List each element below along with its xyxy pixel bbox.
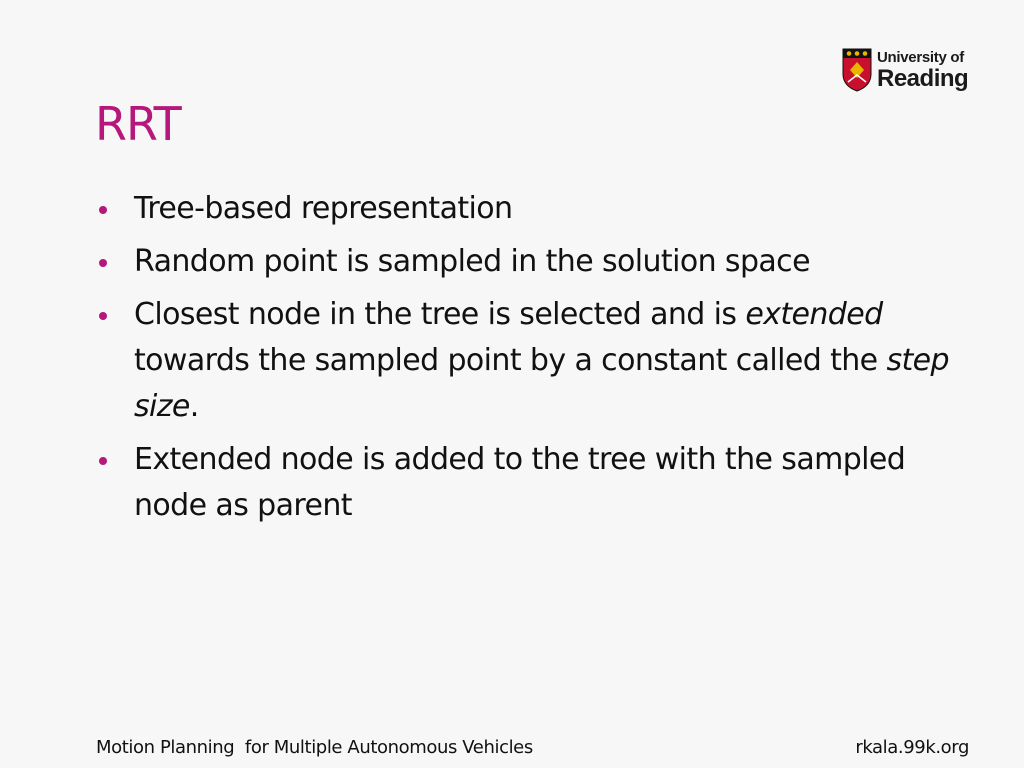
bullet-text: Closest node in the tree is selected and is <box>134 297 746 332</box>
footer-course-title: Motion Planning for Multiple Autonomous Vehicles <box>96 737 533 758</box>
bullet-dot-icon <box>99 206 107 214</box>
logo-line-reading: Reading <box>877 64 969 92</box>
bullet-emphasis-step-size: step size <box>134 343 949 424</box>
bullet-text: Random point is sampled in the solution space <box>134 244 810 279</box>
bullet-dot-icon <box>99 259 107 267</box>
bullet-text: Tree-based representation <box>134 191 513 226</box>
bullet-text: . <box>189 389 199 424</box>
shield-crest-icon <box>842 48 872 92</box>
bullet-dot-icon <box>99 312 107 320</box>
footer-website: rkala.99k.org <box>855 737 969 758</box>
university-logo <box>842 48 968 92</box>
bullet-item <box>96 292 956 430</box>
bullet-list <box>96 186 956 536</box>
bullet-item <box>96 437 956 529</box>
bullet-text: Extended node is added to the tree with the sampled node as parent <box>134 442 906 523</box>
bullet-emphasis-extended: extended <box>745 297 883 332</box>
bullet-item <box>96 239 956 285</box>
bullet-text: towards the sampled point by a constant called the <box>134 343 887 378</box>
bullet-item <box>96 186 956 232</box>
bullet-dot-icon <box>99 457 107 465</box>
logo-line-university-of: University of <box>877 48 964 66</box>
slide-title: RRT <box>95 97 181 151</box>
